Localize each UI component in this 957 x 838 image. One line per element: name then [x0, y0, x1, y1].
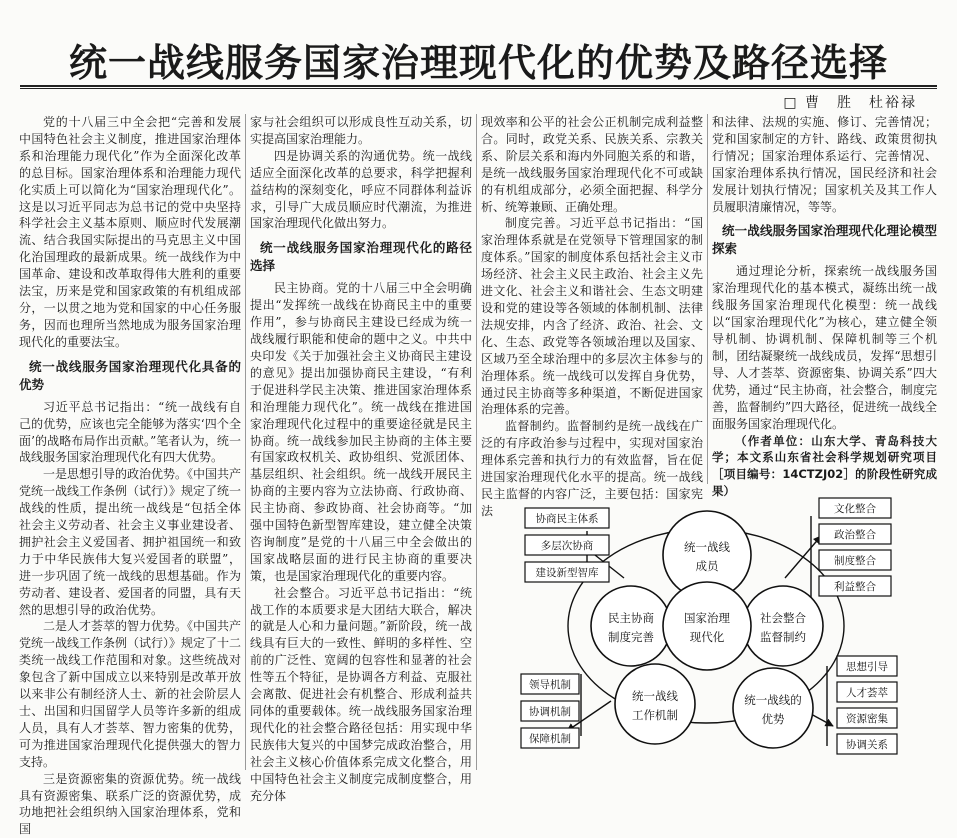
node-label: 民主协商 — [608, 611, 654, 625]
connector-arrow — [785, 536, 821, 578]
box-label: 政治整合 — [834, 529, 876, 541]
column-divider — [476, 114, 477, 770]
node-label: 成员 — [695, 559, 719, 573]
paragraph: 民主协商。党的十八届三中全会明确提出“发挥统一战线在协商民主中的重要作用”，参与协商民主建设已经成为统一战线履行职能和使命的题中之义。中共中央印发《关于加强社会主义协商民主建设的意见》提出加强协商民主建设，“有利于促进科学民主决策、推进国家治理体系和治理能力现代化”。统一战线在推进国家治理现代化过程中的重要途径就是民主协商。统一战线参加民主协商的主体主要有国家政权机关、政协组织、党派团体、基层组织、社会组织。统一战线开展民主协商的主要内容为立法协商、行政协商、民主协商、参政协商、社会协商等。“加强中国特色新型智库建设，建立健全决策咨询制度”是党的十八届三中全会做出的国家战略层面的进行民主协商的重要决策，也是国家治理现代化的重要内容。 — [250, 281, 472, 583]
box-label: 利益整合 — [834, 581, 876, 593]
paragraph: 和法律、法规的实施、修订、完善情况；党和国家制定的方针、路线、政策贯彻执行情况；国家治理体系运行、完善情况、国家治理体系执行情况，国民经济和社会发展计划执行情况；国家机关及其工作人员履职清廉情况，等等。 — [712, 115, 937, 214]
node-circle — [615, 664, 695, 744]
paragraph: 一是思想引导的政治优势。《中国共产党统一战线工作条例（试行）》规定了统一战线的性质，提出统一战线是“包括全体社会主义劳动者、社会主义事业建设者、拥护社会主义爱国者、拥护祖国统一和致力于中华民族伟大复兴爱国者的联盟”，进一步巩固了统一战线的思想基础。作为劳动者、建设者、爱国者的同盟，具有天然的思想引导的政治优势。 — [19, 467, 242, 617]
title-rule-thin — [20, 88, 937, 89]
box-label: 文化整合 — [834, 503, 876, 515]
paragraph: 通过理论分析，探索统一战线服务国家治理现代化的基本模式，凝练出统一战线服务国家治理现代化模型：统一战线以“国家治理现代化”为核心，建立健全领导机制、协调机制、保障机制等三个机制，团结凝聚统一战线成员，发挥“思想引导、人才荟萃、资源密集、协调关系”四大优势，通过“民主协商，社会整合，制度完善，监督制约”四大路径，促进统一战线全面服务国家治理现代化。 — [712, 264, 937, 431]
box-label: 资源密集 — [846, 713, 888, 725]
paragraph: 家与社会组织可以形成良性互动关系，切实提高国家治理能力。 — [250, 115, 472, 146]
box-label: 思想引导 — [846, 661, 888, 673]
box-label: 建设新型智库 — [535, 567, 599, 579]
paragraph: 监督制约。监督制约是统一战线在广泛的有序政治参与过程中，实现对国家治理体系完善和执行力的有效监督，旨在促进国家治理现代化水平的提高。统一战线民主监督的内容广泛，主要包括：国家宪法 — [481, 419, 703, 518]
node-label: 制度完善 — [608, 630, 654, 644]
paragraph: 二是人才荟萃的智力优势。《中国共产党统一战线工作条例（试行）》规定了十二类统一战线工作范围和对象。这些统战对象包含了新中国成立以来特别是改革开放以来非公有制经济人士、新的社会阶层人士、出国和归国留学人员等许多新的组成人员，具有人才荟萃、智力密集的优势，可为推进国家治理现代化提供强大的智力支持。 — [19, 619, 242, 769]
model-diagram — [481, 496, 937, 772]
node-label: 统一战线 — [632, 689, 678, 703]
node-label: 统一战线 — [684, 540, 730, 554]
paragraph: 制度完善。习近平总书记指出：“国家治理体系就是在党领导下管理国家的制度体系。”国家的制度体系包括社会主义市场经济、社会主义民主政治、社会主义先进文化、社会主义和谐社会、生态文明建设和党的建设等各领域的体制机制、法律法规安排，内含了经济、政治、社会、文化、生态、政党等各领域治理以及国家、区域乃至全球治理中的多层次主体参与的治理体系。统一战线可以发挥自身优势，通过民主协商等多种渠道，不断促进国家治理体系的完善。 — [481, 216, 703, 417]
box-label: 领导机制 — [529, 679, 571, 691]
column-divider — [707, 114, 708, 484]
box-label: 保障机制 — [529, 733, 571, 745]
node-label: 工作机制 — [632, 708, 678, 722]
author-note: （作者单位：山东大学、青岛科技大学；本文系山东省社会科学规划研究项目［项目编号：14CTZJ02］的阶段性研究成果） — [712, 433, 937, 499]
node-circle — [743, 586, 823, 666]
box-label: 人才荟萃 — [846, 687, 888, 699]
article-title: 统一战线服务国家治理现代化的优势及路径选择 — [68, 41, 888, 85]
paragraph: 三是资源密集的资源优势。统一战线具有资源密集、联系广泛的资源优势，成功地把社会组织纳入国家治理体系，党和国 — [19, 771, 241, 837]
paragraph: 习近平总书记指出：“统一战线有自己的优势，应该也完全能够为落实‘四个全面’的战略布局作出贡献。”笔者认为，统一战线服务国家治理现代化有四大优势。 — [19, 399, 241, 465]
box-label: 协调关系 — [846, 739, 888, 751]
paragraph: 党的十八届三中全会把“完善和发展中国特色社会主义制度，推进国家治理体系和治理能力现代化”作为全面深化改革的总目标。国家治理体系和治理能力现代化实质上可以简化为“国家治理现代化”。这是以习近平同志为总书记的党中央坚持科学社会主义基本原则、顺应时代发展潮流、结合我国实际提出的马克思主义中国化治国理政的最新成果。统一战线作为中国革命、建设和改革取得伟大胜利的重要法宝，历来是党和国家政策的有机组成部分，一以贯之地为党和国家的中心任务服务，因而也理所当然地成为服务国家治理现代化的重要法宝。 — [19, 115, 241, 349]
byline: □ 曹 胜 杜裕禄 — [783, 95, 917, 111]
paragraph: 现效率和公平的社会公正机制完成利益整合。同时，政党关系、民族关系、宗教关系、阶层关系和海内外同胞关系的和谐，是统一战线服务国家治理现代化不可或缺的有机组成部分，必须全面把握、科学分析、统筹兼顾、正确处理。 — [481, 115, 703, 214]
paragraph: 社会整合。习近平总书记指出：“统战工作的本质要求是大团结大联合，解决的就是人心和力量问题。”新阶段，统一战线具有巨大的一致性、鲜明的多样性、空前的广泛性、宽阔的包容性和显著的社会性等五个特征，是协调各方利益、克服社会离散、促进社会有机整合、形成利益共同体的重要载体。统一战线服务国家治理现代化的社会整合路径包括：用实现中华民族伟大复兴的中国梦完成政治整合，用社会主义核心价值体系完成文化整合，用中国特色社会主义制度完成制度整合，用充分体 — [250, 585, 472, 803]
node-label: 国家治理 — [684, 611, 730, 625]
box-label: 协调机制 — [529, 706, 571, 718]
section-heading: 统一战线服务国家治理现代化具备的优势 — [19, 358, 241, 392]
box-label: 多层次协商 — [540, 540, 594, 552]
node-circle — [733, 668, 813, 748]
node-circle — [663, 582, 751, 670]
node-label: 统一战线的 — [744, 693, 802, 707]
column-divider — [245, 114, 246, 770]
node-label: 监督制约 — [760, 630, 806, 644]
node-label: 现代化 — [689, 630, 725, 644]
title-rule — [20, 85, 937, 87]
section-heading: 统一战线服务国家治理现代化理论模型探索 — [712, 223, 937, 257]
node-circle — [591, 586, 671, 666]
node-label: 社会整合 — [760, 611, 806, 625]
column-4 — [712, 114, 937, 499]
box-label: 制度整合 — [834, 555, 876, 567]
section-heading: 统一战线服务国家治理现代化的路径选择 — [250, 240, 472, 274]
node-label: 优势 — [761, 712, 785, 726]
paragraph: 四是协调关系的沟通优势。统一战线适应全面深化改革的总要求，科学把握利益结构的深刻变化，呼应不同群体利益诉求，引导广大成员顺应时代潮流，为推进国家治理现代化做出努力。 — [250, 148, 472, 231]
box-label: 协商民主体系 — [535, 513, 599, 525]
column-1 — [19, 114, 242, 837]
column-2 — [250, 114, 472, 803]
column-3 — [481, 114, 703, 518]
